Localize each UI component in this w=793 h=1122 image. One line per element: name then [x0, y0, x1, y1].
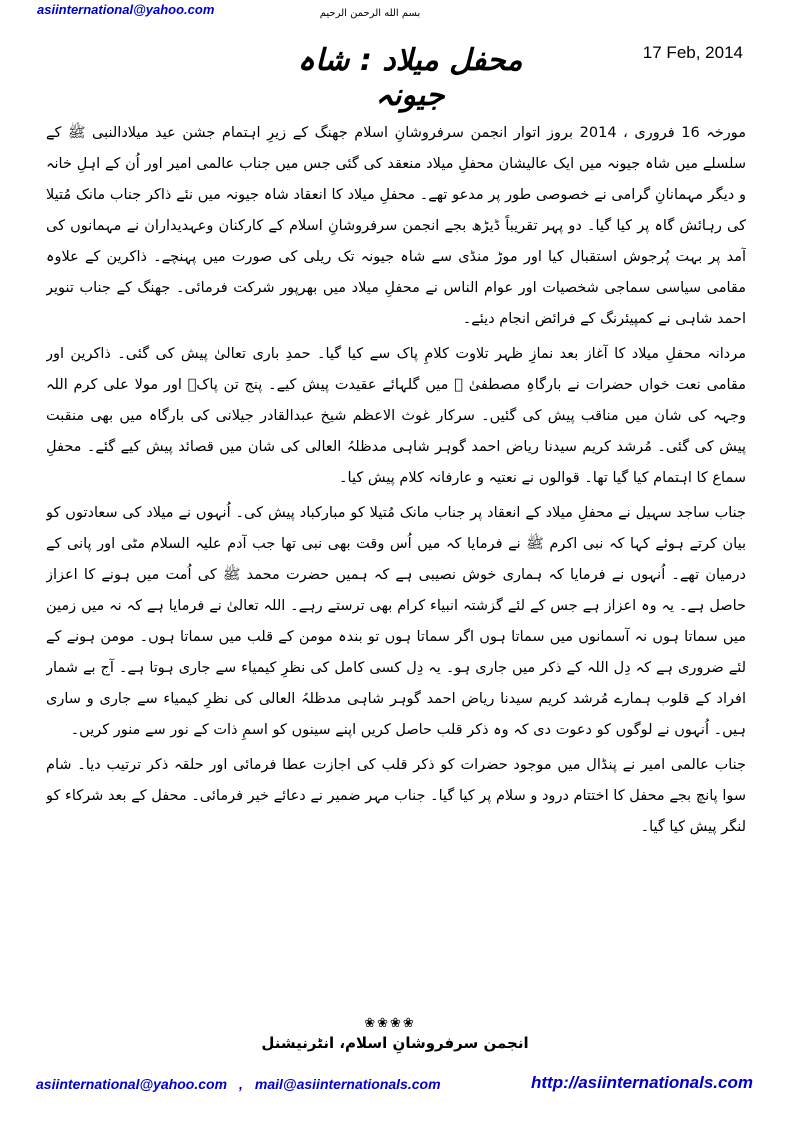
- footer-website-link[interactable]: http://asiinternationals.com: [531, 1073, 753, 1092]
- header-email[interactable]: asiinternational@yahoo.com: [37, 2, 215, 17]
- footer-email-2[interactable]: mail@asiinternationals.com: [254, 1076, 441, 1092]
- article-paragraph-1: مورخہ 16 فروری ، 2014 بروز اتوار انجمن سرفروشانِ اسلام جھنگ کے زیرِ اہتمام جشن عید میلادالنبی ﷺ کے سلسلے میں شاہ جیونہ میں ایک عالیشان محفلِ میلاد منعقد کی گئی جس میں جناب عالمی امیر اور اُن کے اہلِ خانہ و دیگر مہمانانِ گرامی نے خصوصی طور پر مدعو تھے۔ محفلِ میلاد کا انعقاد شاہ جیونہ میں نئے ذاکر جناب مانک مُتیلا کی رہائش گاہ پر کیا گیا۔ دو پہر تقریباً ڈیڑھ بجے انجمن سرفروشانِ اسلام کے کارکنان وعہدیداران نے مہمانوں کی آمد پر بہت پُرجوش استقبال کیا اور موڑ منڈی سے شاہ جیونہ تک ریلی کی صورت میں پہنچے۔ ذاکرین کے علاوہ مقامی سیاسی سماجی شخصیات اور عوام الناس نے محفلِ میلاد میں بھرپور شرکت فرمائی۔ جھنگ کے جناب تنویر احمد شاہی نے کمپیئرنگ کے فرائض انجام دیئے۔: [46, 125, 746, 327]
- organization-name: انجمن سرفروشانِ اسلام، انٹرنیشنل: [261, 1034, 529, 1052]
- article-date: 17 Feb, 2014: [642, 43, 743, 62]
- article-body: [46, 118, 746, 908]
- footer-email-1[interactable]: asiinternational@yahoo.com: [36, 1076, 228, 1092]
- decorative-ornament: ❀❀❀❀: [364, 1016, 416, 1031]
- article-paragraph-2: مردانہ محفلِ میلاد کا آغاز بعد نمازِ ظہر تلاوت کلامِ پاک سے کیا گیا۔ حمدِ باری تعالیٰ پیش کی گئی۔ ذاکرین اور مقامی نعت خواں حضرات نے بارگاہِ مصطفیٰ ﷺ میں گلہائے عقیدت پیش کیے۔ پنج تن پاکؑ اور مولا علی کرم اللہ وجہہ کی شان میں مناقب پیش کی گئیں۔ سرکار غوث الاعظم شیخ عبدالقادر جیلانی کی بارگاہ میں بھی منقبت پیش کی گئی۔ مُرشد کریم سیدنا ریاض احمد گوہر شاہی مدظلہُ العالی کی شان میں قصائد پیش کیے گئے۔ محفلِ سماع کا اہتمام کیا گیا تھا۔ قوالوں نے نعتیہ و عارفانہ کلام پیش کیا۔: [46, 346, 746, 486]
- bismillah-heading: بسم الله الرحمن الرحیم: [319, 8, 421, 19]
- footer-separator: ,: [239, 1076, 243, 1092]
- article-paragraph-3: جناب ساجد سہیل نے محفلِ میلاد کے انعقاد پر جناب مانک مُتیلا کو مبارکباد پیش کی۔ اُنہوں نے میلاد کی سعادتوں کو بیان کرتے ہوئے کہا کہ نبی اکرم ﷺ نے فرمایا کہ میں اُس وقت بھی نبی تھا جب آدم علیہ السلام مٹی اور پانی کے درمیان تھے۔ اُنہوں نے فرمایا کہ ہماری خوش نصیبی ہے کہ ہمیں حضرت محمد ﷺ کی اُمت میں ہونے کا اعزاز حاصل ہے۔ یہ وہ اعزاز ہے جس کے لئے گزشتہ انبیاء کرام بھی ترستے رہے۔ اللہ تعالیٰ نے فرمایا ہے کہ نہ میں زمین میں سماتا ہوں نہ آسمانوں میں سماتا ہوں اگر سماتا ہوں تو بندہ مومن کے قلب میں سماتا ہوں۔ مومن ہونے کے لئے ضروری ہے کہ دِل اللہ کے ذکر میں جاری ہو۔ یہ دِل کسی کامل کی نظرِ کیمیاء سے جاری ہوتا ہے۔ آج بے شمار افراد کے قلوب ہمارے مُرشد کریم سیدنا ریاض احمد گوہر شاہی مدظلہُ العالی کی نظرِ کیمیاء سے جاری و ساری ہیں۔ اُنہوں نے لوگوں کو دعوت دی کہ وہ ذکر قلب حاصل کریں اپنے سینوں کو اسمِ ذات کے نور سے منور کریں۔: [46, 505, 746, 738]
- article-title: محفل میلاد : شاہ جیونہ: [297, 43, 523, 113]
- article-paragraph-4: جناب عالمی امیر نے پنڈال میں موجود حضرات کو ذکر قلب کی اجازت عطا فرمائی اور حلقہ ذکر ترتیب دیا۔ شام سوا پانچ بجے محفل کا اختتام درود و سلام پر کیا گیا۔ جناب مہر ضمیر نے دعائے خیر فرمائی۔ محفل کے بعد شرکاء کو لنگر پیش کیا گیا۔: [46, 757, 746, 835]
- footer-contact: [36, 1076, 441, 1092]
